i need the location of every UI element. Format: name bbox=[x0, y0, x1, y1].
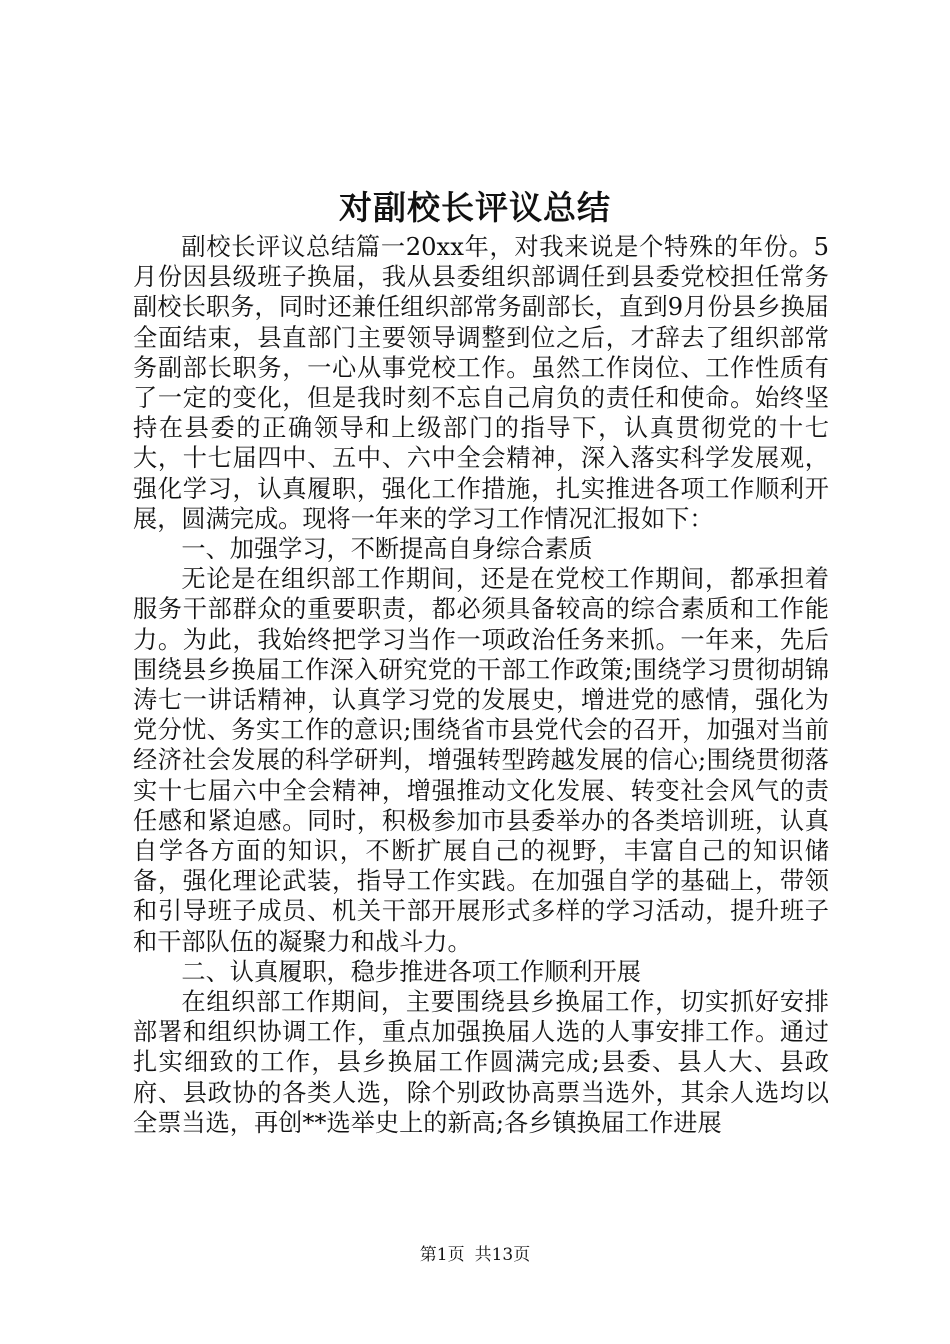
page-footer bbox=[0, 1244, 950, 1266]
page-number: 第1页 bbox=[419, 1245, 465, 1265]
document-title: 对副校长评议总结 bbox=[339, 188, 611, 227]
page-total: 共13页 bbox=[474, 1245, 531, 1265]
paragraph-intro: 副校长评议总结篇一20xx年，对我来说是个特殊的年份。5月份因县级班子换届，我从县委组织部调任到县委党校担任常务副校长职务，同时还兼任组织部常务副部长，直到9月份县乡换届全面结束，县直部门主要领导调整到位之后，才辞去了组织部常务副部长职务，一心从事党校工作。虽然工作岗位、工作性质有了一定的变化，但是我时刻不忘自己肩负的责任和使命。始终坚持在县委的正确领导和上级部门的指导下，认真贯彻党的十七大，十七届四中、五中、六中全会精神，深入落实科学发展观，强化学习，认真履职，强化工作措施，扎实推进各项工作顺利开展，圆满完成。现将一年来的学习工作情况汇报如下： bbox=[133, 233, 829, 533]
document-body bbox=[133, 232, 829, 1138]
paragraph-section-2: 在组织部工作期间，主要围绕县乡换届工作，切实抓好安排部署和组织协调工作，重点加强换届人选的人事安排工作。通过扎实细致的工作，县乡换届工作圆满完成;县委、县人大、县政府、县政协的各类人选，除个别政协高票当选外，其余人选均以全票当选，再创**选举史上的新高;各乡镇换届工作进展 bbox=[133, 988, 829, 1137]
section-heading-1: 一、加强学习，不断提高自身综合素质 bbox=[181, 535, 593, 564]
section-heading-2: 二、认真履职，稳步推进各项工作顺利开展 bbox=[181, 957, 641, 986]
paragraph-section-1: 无论是在组织部工作期间，还是在党校工作期间，都承担着服务干部群众的重要职责，都必须具备较高的综合素质和工作能力。为此，我始终把学习当作一项政治任务来抓。一年来，先后围绕县乡换届工作深入研究党的干部工作政策;围绕学习贯彻胡锦涛七一讲话精神，认真学习党的发展史，增进党的感情，强化为党分忧、务实工作的意识;围绕省市县党代会的召开，加强对当前经济社会发展的科学研判，增强转型跨越发展的信心;围绕贯彻落实十七届六中全会精神，增强推动文化发展、转变社会风气的责任感和紧迫感。同时，积极参加市县委举办的各类培训班，认真自学各方面的知识，不断扩展自己的视野，丰富自己的知识储备，强化理论武装，指导工作实践。在加强自学的基础上，带领和引导班子成员、机关干部开展形式多样的学习活动，提升班子和干部队伍的凝聚力和战斗力。 bbox=[133, 565, 829, 956]
